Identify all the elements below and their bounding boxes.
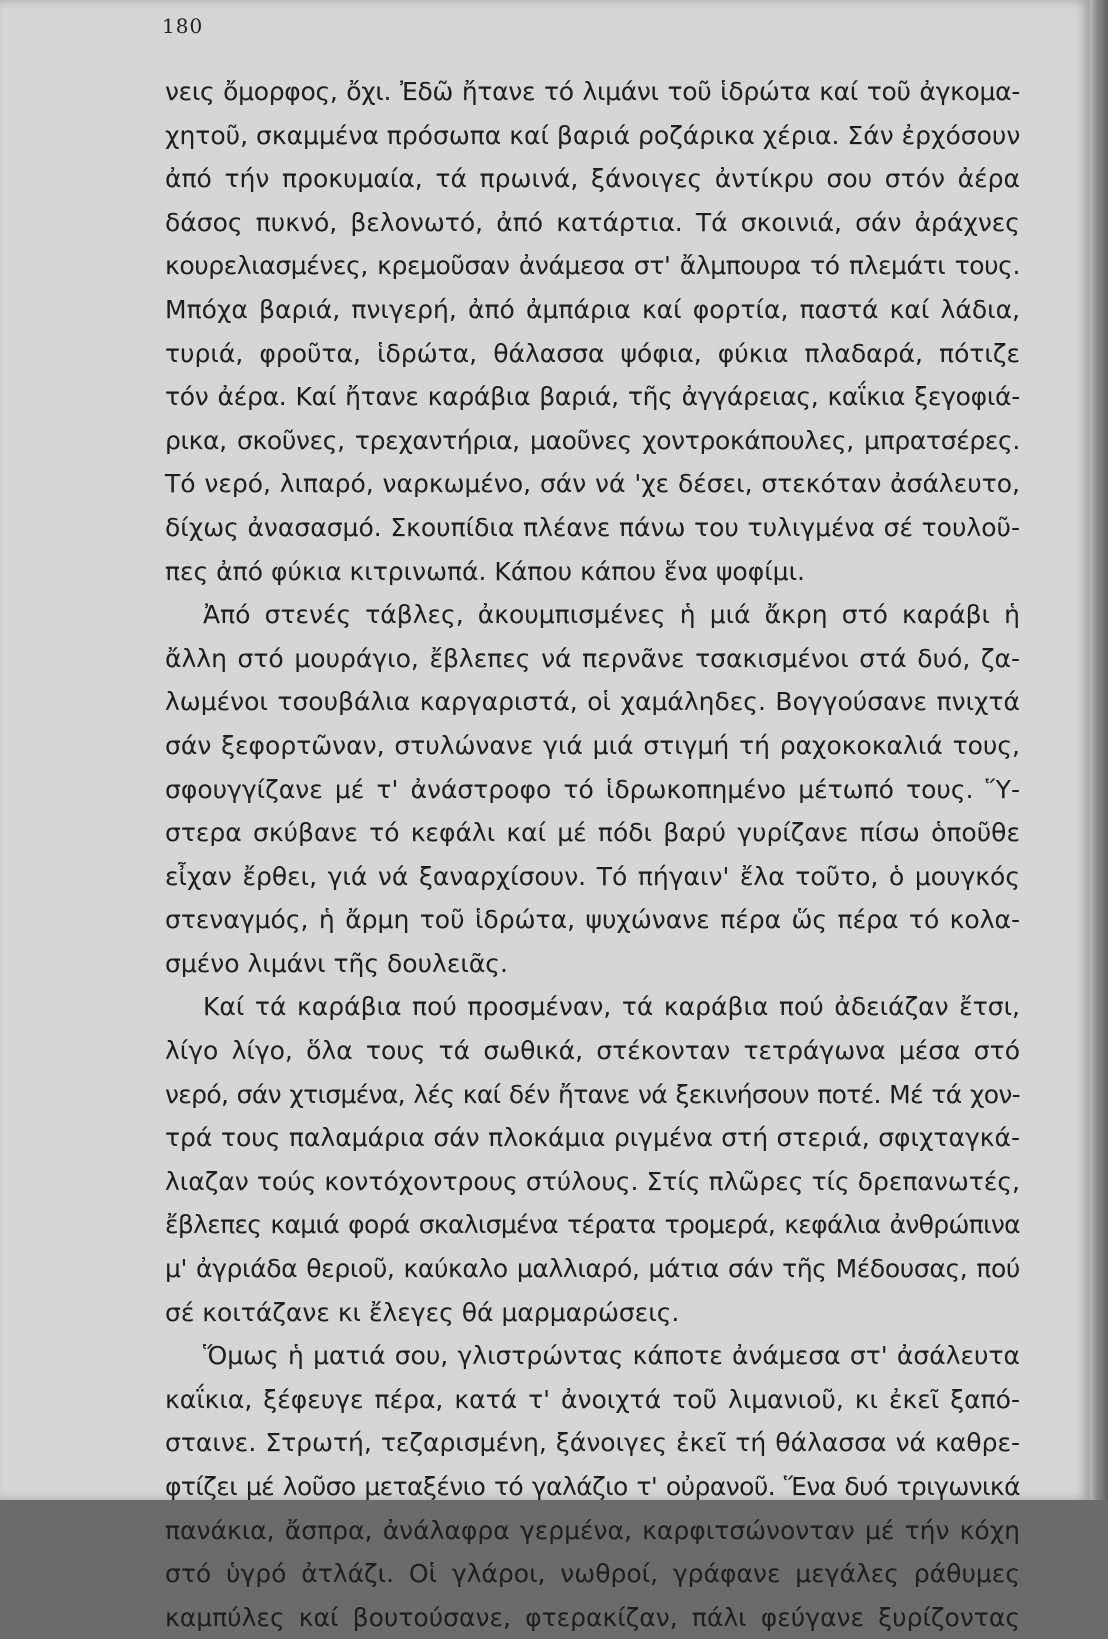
page-number: 180 [162, 14, 204, 38]
paragraph [165, 985, 1020, 1334]
text-line: Τό νερό, λιπαρό, ναρκωμένο, σάν νά 'χε δέσει, στεκόταν ἀσάλευτο, [165, 469, 1020, 499]
text-line: στό ὑγρό ἀτλάζι. Οἱ γλάροι, νωθροί, γράφανε μεγάλες ράθυμες [165, 1559, 1020, 1589]
text-line: λίγο λίγο, ὅλα τους τά σωθικά, στέκονταν τετράγωνα μέσα στό [165, 1036, 1020, 1066]
text-line: Καί τά καράβια πού προσμέναν, τά καράβια πού ἀδειάζαν ἔτσι, [203, 992, 1020, 1022]
text-line: σάν ξεφορτῶναν, στυλώνανε γιά μιά στιγμή τή ραχοκοκαλιά τους, [165, 730, 1020, 760]
text-line: σφουγγίζανε μέ τ' ἀνάστροφο τό ἱδρωκοπημένο μέτωπό τους. Ὕ- [165, 774, 1020, 804]
page-edge [1090, 0, 1108, 1500]
text-line: καΐκια, ξέφευγε πέρα, κατά τ' ἀνοιχτά τοῦ λιμανιοῦ, κι ἐκεῖ ξαπό- [165, 1384, 1020, 1414]
text-line: καμπύλες καί βουτούσανε, φτερακίζαν, πάλι φεύγανε ξυρίζοντας [165, 1602, 1020, 1632]
text-line: ἀπό τήν προκυμαία, τά πρωινά, ξάνοιγες ἀντίκρυ σου στόν ἀέρα [165, 164, 1020, 194]
text-line: τόν ἀέρα. Καί ἤτανε καράβια βαριά, τῆς ἀγγάρειας, καΐκια ξεγοφιά- [165, 382, 1020, 412]
paragraph [165, 1334, 1020, 1639]
text-line: πανάκια, ἄσπρα, ἀνάλαφρα γερμένα, καρφιτσώνονταν μέ τήν κόχη [165, 1515, 1020, 1545]
paragraph [165, 70, 1020, 593]
text-line: δάσος πυκνό, βελονωτό, ἀπό κατάρτια. Τά σκοινιά, σάν ἀράχνες [165, 207, 1020, 237]
text-line: Ἀπό στενές τάβλες, ἀκουμπισμένες ἡ μιά ἄκρη στό καράβι ἡ [203, 600, 1020, 630]
text-line: ἄλλη στό μουράγιο, ἔβλεπες νά περνᾶνε τσακισμένοι στά δυό, ζα- [165, 643, 1020, 673]
text-line: εἶχαν ἔρθει, γιά νά ξαναρχίσουν. Τό πήγαιν' ἔλα τοῦτο, ὁ μουγκός [165, 861, 1020, 891]
text-line: λωμένοι τσουβάλια καργαριστά, οἱ χαμάληδες. Βογγούσανε πνιχτά [165, 687, 1020, 717]
text-line: Ὅμως ἡ ματιά σου, γλιστρώντας κάποτε ἀνάμεσα στ' ἀσάλευτα [203, 1341, 1020, 1371]
text-line: ἔβλεπες καμιά φορά σκαλισμένα τέρατα τρομερά, κεφάλια ἀνθρώπινα [165, 1210, 1020, 1240]
text-line: τυριά, φροῦτα, ἱδρώτα, θάλασσα ψόφια, φύκια πλαδαρά, πότιζε [165, 338, 1020, 368]
body-text [165, 70, 1020, 1639]
text-line: δίχως ἀνασασμό. Σκουπίδια πλέανε πάνω του τυλιγμένα σέ τουλοῦ- [165, 512, 1020, 542]
text-line: χητοῦ, σκαμμένα πρόσωπα καί βαριά ροζάρικα χέρια. Σάν ἐρχόσουν [165, 120, 1021, 150]
text-line: σέ κοιτάζανε κι ἔλεγες θά μαρμαρώσεις. [165, 1297, 680, 1327]
text-line: πες ἀπό φύκια κιτρινωπά. Κάπου κάπου ἕνα ψοφίμι. [165, 556, 805, 586]
text-line: Μπόχα βαριά, πνιγερή, ἀπό ἀμπάρια καί φορτία, παστά καί λάδια, [165, 294, 1020, 324]
text-line: φτίζει μέ λοῦσο μεταξένιο τό γαλάζιο τ' οὐρανοῦ. Ἕνα δυό τριγωνικά [165, 1472, 1020, 1501]
text-line: κουρελιασμένες, κρεμοῦσαν ἀνάμεσα στ' ἄλμπουρα τό πλεμάτι τους. [165, 251, 1020, 281]
text-line: στερα σκύβανε τό κεφάλι καί μέ πόδι βαρύ γυρίζανε πίσω ὁποῦθε [165, 818, 1020, 848]
text-line: ρικα, σκοῦνες, τρεχαντήρια, μαοῦνες χοντροκάπουλες, μπρατσέρες. [165, 425, 1020, 455]
text-line: λιαζαν τούς κοντόχοντρους στύλους. Στίς πλῶρες τίς δρεπανωτές, [165, 1166, 1020, 1196]
text-line: σμένο λιμάνι τῆς δουλειᾶς. [165, 948, 508, 978]
text-line: μ' ἀγριάδα θεριοῦ, καύκαλο μαλλιαρό, μάτια σάν τῆς Μέδουσας, πού [165, 1254, 1020, 1284]
text-line: στεναγμός, ἡ ἄρμη τοῦ ἱδρώτα, ψυχώνανε πέρα ὥς πέρα τό κολα- [165, 905, 1020, 935]
paragraph [165, 593, 1020, 985]
text-line: σταινε. Στρωτή, τεζαρισμένη, ξάνοιγες ἐκεῖ τή θάλασσα νά καθρε- [165, 1428, 1020, 1458]
text-line: νεις ὄμορφος, ὄχι. Ἐδῶ ἤτανε τό λιμάνι τοῦ ἱδρώτα καί τοῦ ἀγκομα- [165, 77, 1020, 106]
text-line: τρά τους παλαμάρια σάν πλοκάμια ριγμένα στή στεριά, σφιχταγκά- [165, 1123, 1020, 1153]
text-line: νερό, σάν χτισμένα, λές καί δέν ἤτανε νά ξεκινήσουν ποτέ. Μέ τά χον- [165, 1079, 1020, 1109]
